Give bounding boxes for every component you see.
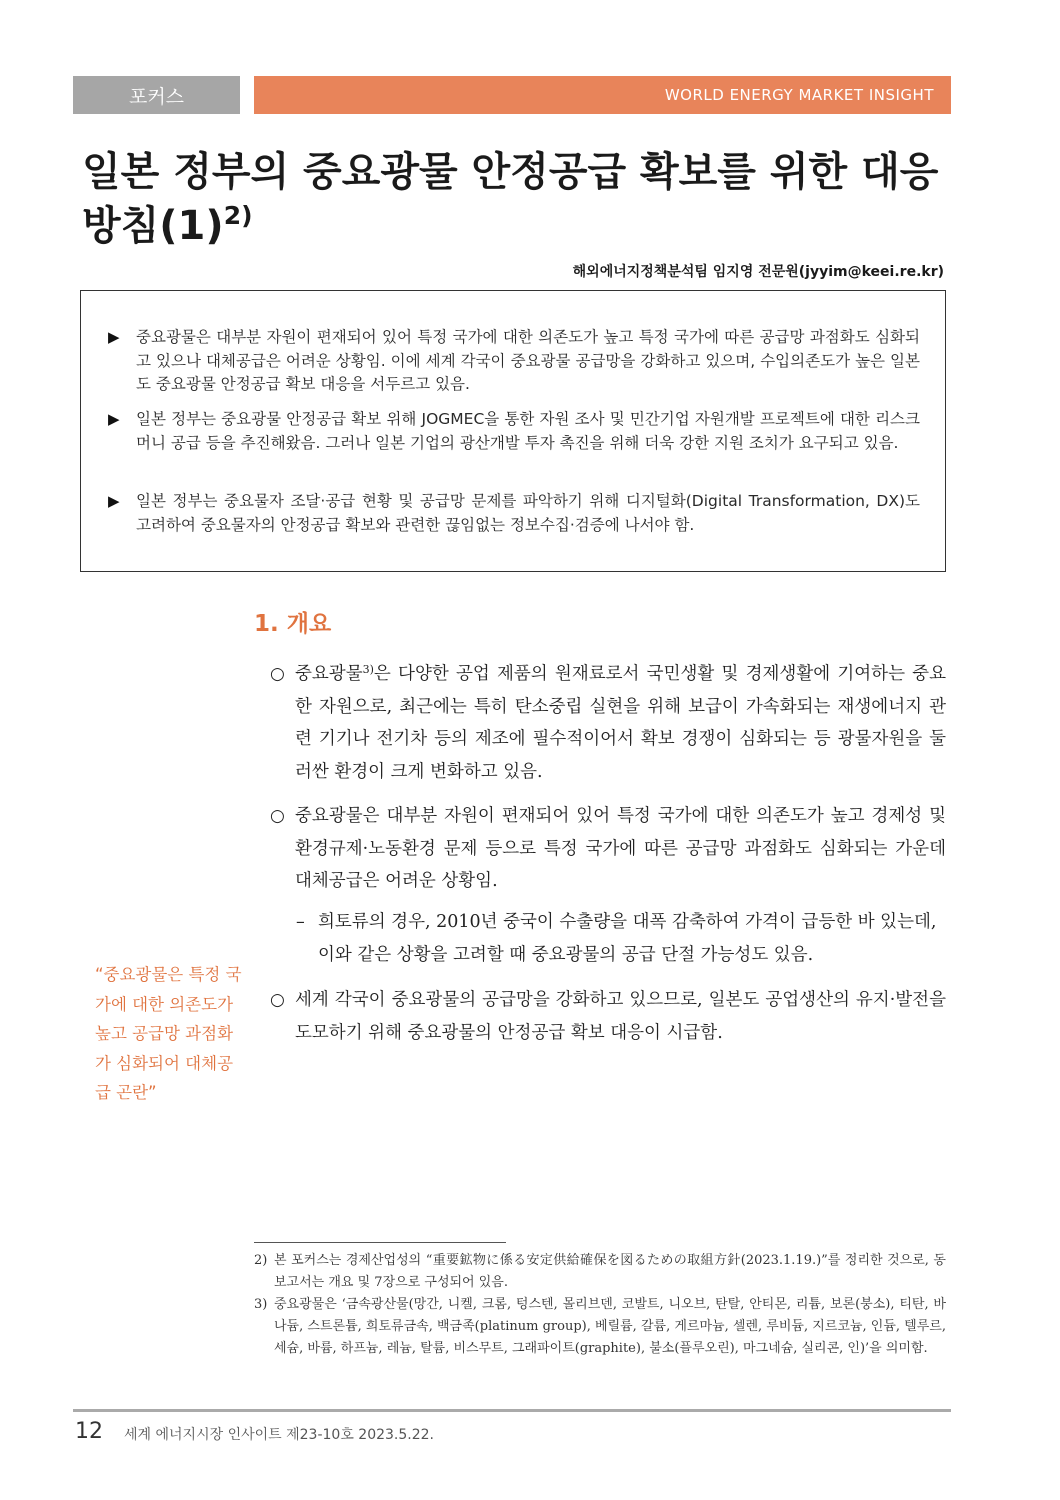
page-number: 12 <box>75 1419 103 1444</box>
body-paragraph: ○ 세계 각국이 중요광물의 공급망을 강화하고 있으므로, 일본도 공업생산의 유지·발전을 도모하기 위해 중요광물의 안정공급 확보 대응이 시급함. <box>270 984 946 1049</box>
summary-item: ▶ 일본 정부는 중요물자 조달·공급 현황 및 공급망 문제를 파악하기 위해 디지털화(Digital Transformation, DX)도 고려하여 중요물자의 안정공급 확보와 관련한 끊임없는 정보수집·검증에 나서야 함. <box>108 490 920 537</box>
author-line: 해외에너지정책분석팀 임지영 전문원(jyyim@keei.re.kr) <box>572 264 944 280</box>
footnote: 3) 중요광물은 ‘금속광산물(망간, 니켈, 크롬, 텅스텐, 몰리브덴, 코발트, 니오브, 탄탈, 안티몬, 리튬, 보론(붕소), 티탄, 바나듐, 스트론튬, 희토류금속, 백금족(platinum group), 베릴륨, 갈륨, 게르마늄, 셀렌, 루비듐, 지르코늄, 인듐, 텔루르, 세슘, 바륨, 하프늄, 레늄, 탈륨, 비스무트, 그래파이트(graphite), 불소(플루오린), 마그네슘, 실리콘, 인)’을 의미함. <box>254 1297 946 1356</box>
section-heading: 1. 개요 <box>254 611 332 637</box>
circle-bullet-icon: ○ <box>270 990 285 1010</box>
series-label: WORLD ENERGY MARKET INSIGHT <box>254 76 951 114</box>
triangle-bullet-icon: ▶ <box>108 492 120 510</box>
footer-divider <box>73 1409 951 1412</box>
summary-item: ▶ 일본 정부는 중요광물 안정공급 확보 위해 JOGMEC을 통한 자원 조사 및 민간기업 자원개발 프로젝트에 대한 리스크머니 공급 등을 추진해왔음. 그러나 일본 기업의 광산개발 투자 촉진을 위해 더욱 강한 지원 조치가 요구되고 있음. <box>108 408 920 455</box>
circle-bullet-icon: ○ <box>270 664 285 684</box>
summary-item: ▶ 중요광물은 대부분 자원이 편재되어 있어 특정 국가에 대한 의존도가 높고 특정 국가에 따른 공급망 과점화도 심화되고 있으나 대체공급은 어려운 상황임. 이에 세계 각국이 중요광물 공급망을 강화하고 있으며, 수입의존도가 높은 일본도 중요광물 안정공급 확보 대응을 서두르고 있음. <box>108 326 920 397</box>
triangle-bullet-icon: ▶ <box>108 328 120 346</box>
footnote-divider <box>254 1242 506 1243</box>
triangle-bullet-icon: ▶ <box>108 410 120 428</box>
footnote: 2) 본 포커스는 경제산업성의 “重要鉱物に係る安定供給確保を図るための取組方針(2023.1.19.)”를 정리한 것으로, 동 보고서는 개요 및 7장으로 구성되어 있음. <box>254 1253 946 1290</box>
page-title <box>82 145 962 253</box>
circle-bullet-icon: ○ <box>270 806 285 826</box>
sub-bullet: – 희토류의 경우, 2010년 중국이 수출량을 대폭 감축하여 가격이 급등한 바 있는데, 이와 같은 상황을 고려할 때 중요광물의 공급 단절 가능성도 있음. <box>296 906 946 971</box>
section-label: 포커스 <box>73 76 240 114</box>
summary-box <box>80 290 946 572</box>
pull-quote: “중요광물은 특정 국가에 대한 의존도가 높고 공급망 과점화가 심화되어 대체공급 곤란” <box>95 965 242 1102</box>
body-paragraph: ○ 중요광물은 대부분 자원이 편재되어 있어 특정 국가에 대한 의존도가 높고 경제성 및 환경규제·노동환경 문제 등으로 특정 국가에 따른 공급망 과점화도 심화되는 가운데 대체공급은 어려운 상황임. <box>270 800 946 898</box>
title-text: 일본 정부의 중요광물 안정공급 확보를 위한 대응 방침(1) <box>82 149 939 249</box>
dash-bullet-icon: – <box>296 912 305 932</box>
title-footnote-ref[interactable]: 2) <box>223 201 253 230</box>
publication-info: 세계 에너지시장 인사이트 제23-10호 2023.5.22. <box>124 1427 434 1443</box>
footnotes <box>254 1250 946 1360</box>
body-paragraph: ○ 중요광물$^{3)}$은 다양한 공업 제품의 원재료로서 국민생활 및 경제생활에 기여하는 중요한 자원으로, 최근에는 특히 탄소중립 실현을 위해 보급이 가속화되는 재생에너지 관련 기기나 전기차 등의 제조에 필수적이어서 확보 경쟁이 심화되는 등 광물자원을 둘러싼 환경이 크게 변화하고 있음. <box>270 658 946 788</box>
footnote-ref[interactable]: 3) <box>362 663 374 676</box>
